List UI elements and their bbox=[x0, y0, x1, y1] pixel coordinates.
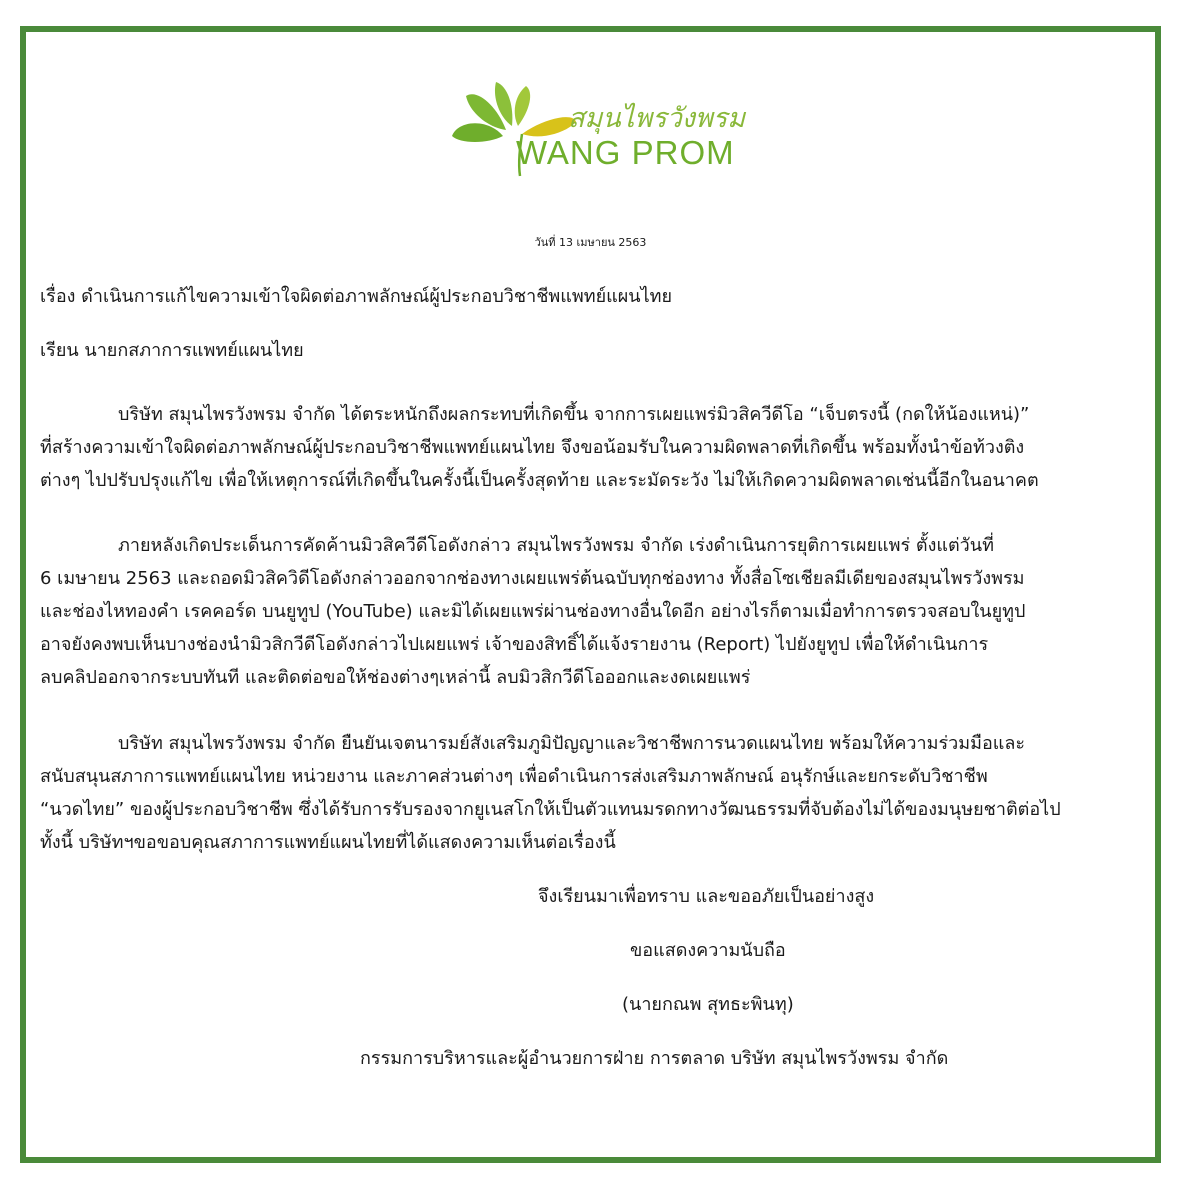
signer-name: (นายกณพ สุทธะพินทุ) bbox=[622, 994, 794, 1015]
page-border bbox=[20, 26, 1161, 1163]
closing-line: จึงเรียนมาเพื่อทราบ และขออภัยเป็นอย่างสูง bbox=[538, 886, 875, 907]
logo-thai-text: สมุนไพรวังพรม bbox=[568, 103, 746, 134]
paragraph-line: อาจยังคงพบเห็นบางช่องนำมิวสิกวีดีโอดังกล่าวไปเผยแพร่ เจ้าของสิทธิ์ได้แจ้งรายงาน (Report) ไปยังยูทูป เพื่อให้ดำเนินการ bbox=[40, 634, 989, 655]
paragraph-line: ภายหลังเกิดประเด็นการคัดค้านมิวสิควีดีโอดังกล่าว สมุนไพรวังพรม จำกัด เร่งดำเนินการยุติการเผยแพร่ ตั้งแต่วันที่ bbox=[118, 535, 994, 556]
letter-date: วันที่ 13 เมษายน 2563 bbox=[534, 236, 647, 249]
paragraph-line: บริษัท สมุนไพรวังพรม จำกัด ได้ตระหนักถึงผลกระทบที่เกิดขึ้น จากการเผยแพร่มิวสิควีดีโอ “เจ็บตรงนี้ (กดให้น้องแหน่)” bbox=[118, 404, 1030, 425]
regards-line: ขอแสดงความนับถือ bbox=[630, 940, 786, 961]
paragraph-line: “นวดไทย” ของผู้ประกอบวิชาชีพ ซึ่งได้รับการรับรองจากยูเนสโกให้เป็นตัวแทนมรดกทางวัฒนธรรมที่จับต้องไม่ได้ของมนุษยชาติต่อไป bbox=[40, 799, 1061, 820]
letter-subject: เรื่อง ดำเนินการแก้ไขความเข้าใจผิดต่อภาพลักษณ์ผู้ประกอบวิชาชีพแพทย์แผนไทย bbox=[40, 286, 673, 307]
paragraph-line: ทั้งนี้ บริษัทฯขอขอบคุณสภาการแพทย์แผนไทยที่ได้แสดงความเห็นต่อเรื่องนี้ bbox=[40, 832, 616, 853]
paragraph-line: ที่สร้างความเข้าใจผิดต่อภาพลักษณ์ผู้ประกอบวิชาชีพแพทย์แผนไทย จึงขอน้อมรับในความผิดพลาดที่เกิดขึ้น พร้อมทั้งนำข้อท้วงติง bbox=[40, 437, 1025, 458]
paragraph-line: 6 เมษายน 2563 และถอดมิวสิควิดีโอดังกล่าวออกจากช่องทางเผยแพร่ต้นฉบับทุกช่องทาง ทั้งสื่อโซเชียลมีเดียของสมุนไพรวังพรม bbox=[40, 568, 1025, 589]
signer-title: กรรมการบริหารและผู้อำนวยการฝ่าย การตลาด บริษัท สมุนไพรวังพรม จำกัด bbox=[360, 1048, 949, 1069]
company-logo bbox=[448, 78, 748, 178]
paragraph-line: และช่องไหทองคำ เรคคอร์ด บนยูทูป (YouTube) และมิได้เผยแพร่ผ่านช่องทางอื่นใดอีก อย่างไรก็ตามเมื่อทำการตรวจสอบในยูทูป bbox=[40, 601, 1026, 622]
paragraph-line: ต่างๆ ไปปรับปรุงแก้ไข เพื่อให้เหตุการณ์ที่เกิดขึ้นในครั้งนี้เป็นครั้งสุดท้าย และระมัดระวัง ไม่ให้เกิดความผิดพลาดเช่นนี้อีกในอนาคต bbox=[40, 470, 1039, 491]
paragraph-line: สนับสนุนสภาการแพทย์แผนไทย หน่วยงาน และภาคส่วนต่างๆ เพื่อดำเนินการส่งเสริมภาพลักษณ์ อนุรักษ์และยกระดับวิชาชีพ bbox=[40, 766, 988, 787]
paragraph-line: บริษัท สมุนไพรวังพรม จำกัด ยืนยันเจตนารมย์สังเสริมภูมิปัญญาและวิชาชีพการนวดแผนไทย พร้อมให้ความร่วมมือและ bbox=[118, 733, 1026, 754]
letter-recipient: เรียน นายกสภาการแพทย์แผนไทย bbox=[40, 340, 304, 361]
logo-english-text: WANG PROM bbox=[516, 134, 735, 171]
paragraph-line: ลบคลิปออกจากระบบทันที และติดต่อขอให้ช่องต่างๆเหล่านี้ ลบมิวสิกวีดีโอออกและงดเผยแพร่ bbox=[40, 667, 751, 688]
